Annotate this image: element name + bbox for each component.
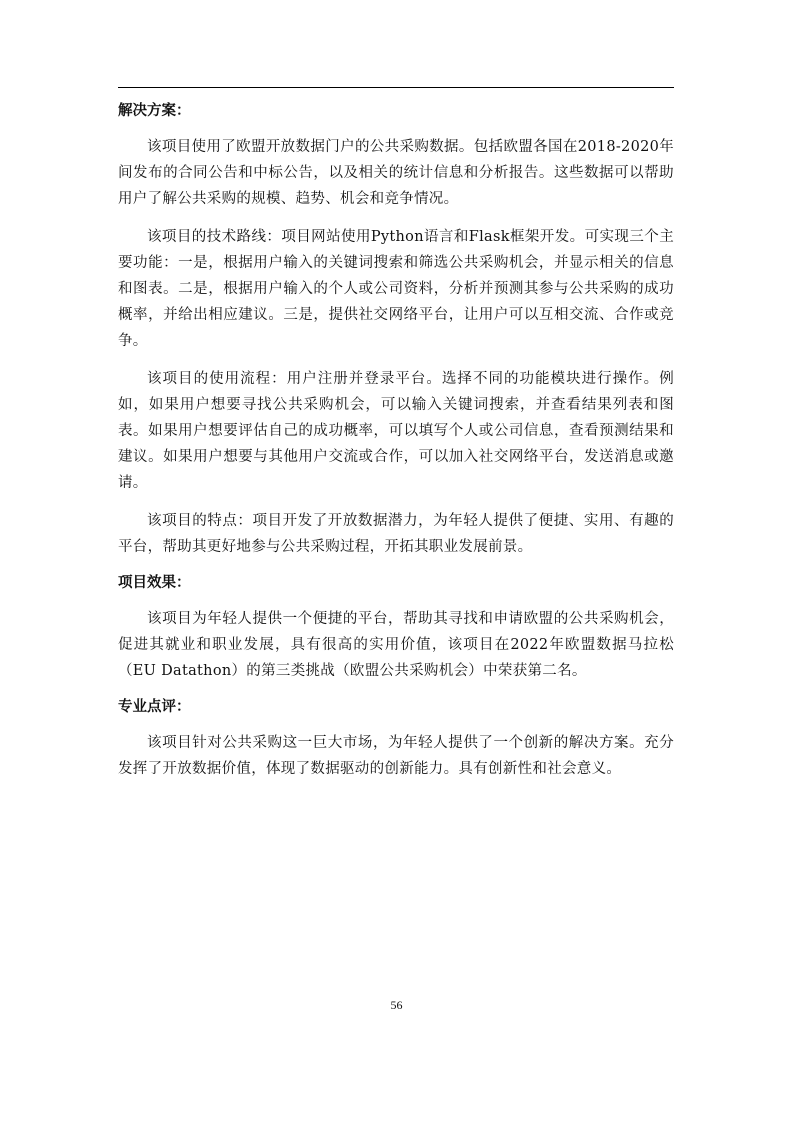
section-heading: 专业点评： xyxy=(118,698,191,715)
paragraph: 该项目针对公共采购这一巨大市场，为年轻人提供了一个创新的解决方案。充分发挥了开放数据价值，体现了数据驱动的创新能力。具有创新性和社会意义。 xyxy=(118,735,674,777)
section-heading: 解决方案： xyxy=(118,102,191,119)
section-heading: 项目效果： xyxy=(118,574,191,591)
section-review xyxy=(118,696,674,782)
section-solution xyxy=(118,100,674,560)
document-body xyxy=(118,100,674,782)
paragraph: 该项目为年轻人提供一个便捷的平台，帮助其寻找和申请欧盟的公共采购机会，促进其就业和职业发展，具有很高的实用价值，该项目在2022年欧盟数据马拉松（EU Datathon）的第三类挑战（欧盟公共采购机会）中荣获第二名。 xyxy=(118,611,674,679)
paragraph: 该项目的特点：项目开发了开放数据潜力，为年轻人提供了便捷、实用、有趣的平台，帮助其更好地参与公共采购过程，开拓其职业发展前景。 xyxy=(118,513,674,555)
paragraph: 该项目使用了欧盟开放数据门户的公共采购数据。包括欧盟各国在2018-2020年间发布的合同公告和中标公告，以及相关的统计信息和分析报告。这些数据可以帮助用户了解公共采购的规模、趋势、机会和竞争情况。 xyxy=(118,139,674,207)
section-effect xyxy=(118,572,674,684)
header-rule xyxy=(118,87,674,88)
paragraph: 该项目的使用流程：用户注册并登录平台。选择不同的功能模块进行操作。例如，如果用户想要寻找公共采购机会，可以输入关键词搜索，并查看结果列表和图表。如果用户想要评估自己的成功概率，可以填写个人或公司信息，查看预测结果和建议。如果用户想要与其他用户交流或合作，可以加入社交网络平台，发送消息或邀请。 xyxy=(118,371,674,491)
paragraph: 该项目的技术路线：项目网站使用Python语言和Flask框架开发。可实现三个主要功能：一是，根据用户输入的关键词搜索和筛选公共采购机会，并显示相关的信息和图表。二是，根据用户输入的个人或公司资料，分析并预测其参与公共采购的成功概率，并给出相应建议。三是，提供社交网络平台，让用户可以互相交流、合作或竞争。 xyxy=(118,229,674,349)
page-number: 56 xyxy=(390,998,403,1012)
